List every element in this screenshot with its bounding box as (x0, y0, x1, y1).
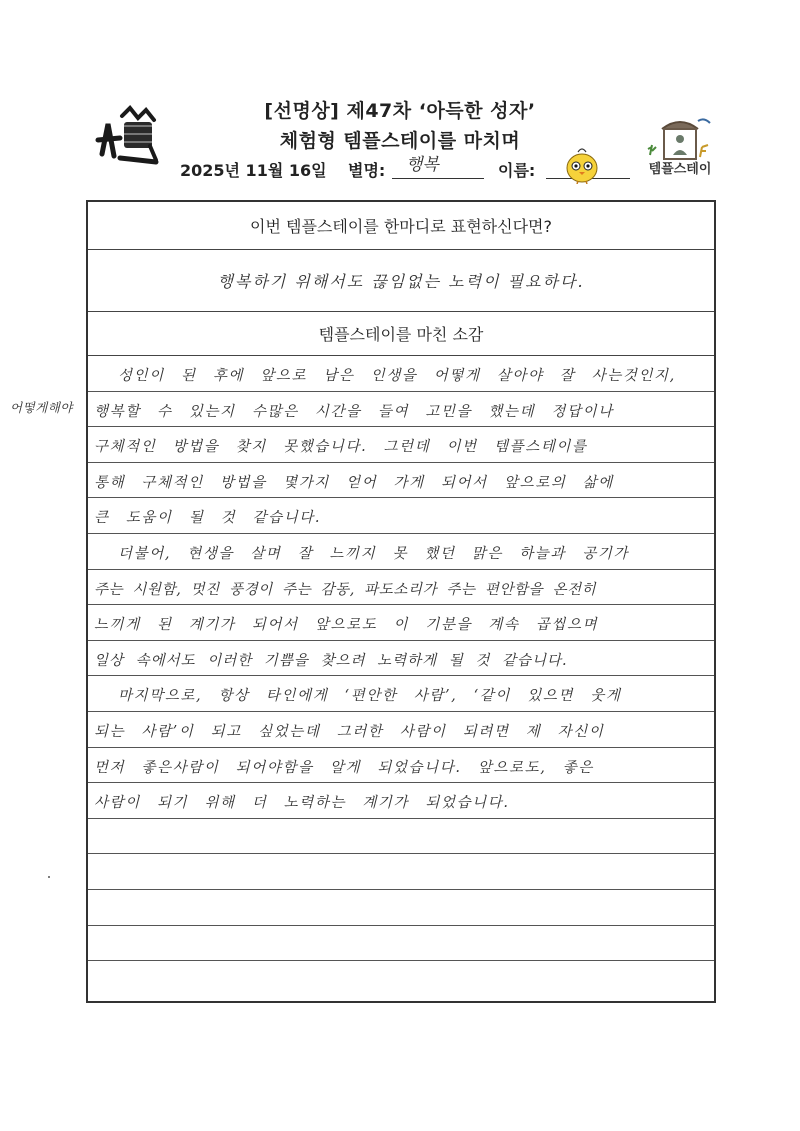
impression-line (88, 926, 714, 962)
impressions-heading: 템플스테이를 마친 소감 (88, 312, 714, 356)
impression-line: 주는 시원함, 멋진 풍경이 주는 감동, 파도소리가 주는 편안함을 온전히 (88, 570, 714, 606)
alias-label: 별명: (348, 161, 386, 180)
impression-line: 통해 구체적인 방법을 몇가지 얻어 가게 되어서 앞으로의 삶에 (88, 463, 714, 499)
impressions-lines (88, 356, 714, 997)
alias-underline (392, 178, 484, 179)
impression-line: 행복할 수 있는지 수많은 시간을 들여 고민을 했는데 정답이나 (88, 392, 714, 428)
question-answer: 행복하기 위해서도 끊임없는 노력이 필요하다. (88, 250, 714, 312)
reflection-form (86, 200, 716, 1003)
impression-line: 사람이 되기 위해 더 노력하는 계기가 되었습니다. (88, 783, 714, 819)
impression-line (88, 961, 714, 997)
impression-line: 큰 도움이 될 것 같습니다. (88, 498, 714, 534)
impression-line (88, 854, 714, 890)
impression-line: 먼저 좋은사람이 되어야함을 알게 되었습니다. 앞으로도, 좋은 (88, 748, 714, 784)
chick-doodle-icon (560, 144, 604, 184)
impression-line (88, 819, 714, 855)
impression-line: 느끼게 된 계기가 되어서 앞으로도 이 기분을 계속 곱씹으며 (88, 605, 714, 641)
impression-line: 구체적인 방법을 찾지 못했습니다. 그런데 이번 템플스테이를 (88, 427, 714, 463)
impression-line: 일상 속에서도 이러한 기쁨을 찾으려 노력하게 될 것 같습니다. (88, 641, 714, 677)
date-text: 2025년 11월 16일 (180, 161, 327, 180)
templestay-logo-label: 템플스테이 (648, 162, 712, 177)
impression-line: 마지막으로, 항상 타인에게 ‘편안한 사람’, ‘같이 있으면 웃게 (88, 676, 714, 712)
page-title-line1: [선명상] 제47차 ‘아득한 성자’ (264, 100, 536, 122)
impression-line: 성인이 된 후에 앞으로 남은 인생을 어떻게 살아야 잘 사는것인지, (88, 356, 714, 392)
stray-mark (48, 876, 50, 878)
alias-value: 행복 (406, 155, 439, 175)
page-title-line2: 체험형 템플스테이를 마치며 (279, 130, 521, 152)
impression-line (88, 890, 714, 926)
name-label: 이름: (498, 161, 536, 180)
impression-line: 되는 사람’이 되고 싶었는데 그러한 사람이 되려면 제 자신이 (88, 712, 714, 748)
impression-line: 더불어, 현생을 살며 잘 느끼지 못 했던 맑은 하늘과 공기가 (88, 534, 714, 570)
question-prompt: 이번 템플스테이를 한마디로 표현하신다면? (88, 202, 714, 250)
margin-note: 어떻게해야 (10, 400, 73, 415)
